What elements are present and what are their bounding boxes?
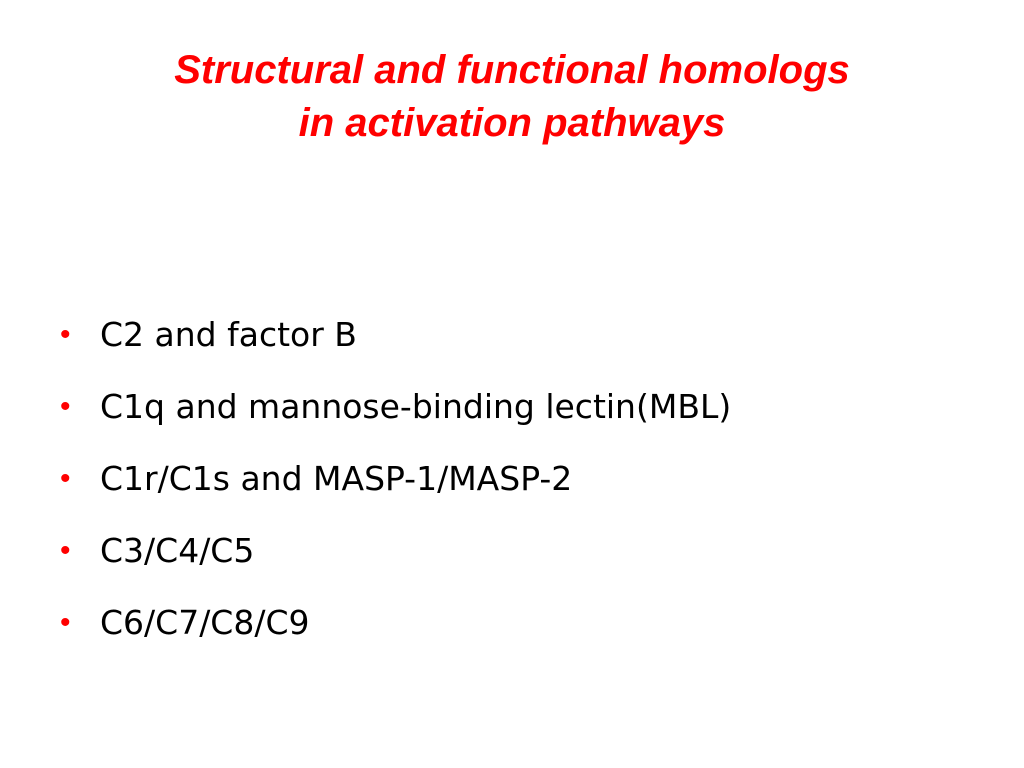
bullet-item (60, 305, 980, 377)
bullet-mark-icon: • (60, 390, 71, 423)
bullet-list (60, 305, 980, 665)
bullet-item (60, 593, 980, 665)
bullet-text: C1r/C1s and MASP-1/MASP-2 (100, 459, 573, 498)
bullet-item (60, 449, 980, 521)
bullet-mark-icon: • (60, 462, 71, 495)
bullet-mark-icon: • (60, 318, 71, 351)
title-line-2: in activation pathways (298, 101, 726, 145)
title-line-1: Structural and functional homologs (174, 48, 850, 92)
bullet-text: C6/C7/C8/C9 (100, 603, 310, 642)
bullet-text: C1q and mannose-binding lectin(MBL) (100, 387, 732, 426)
bullet-item (60, 521, 980, 593)
bullet-item (60, 377, 980, 449)
bullet-text: C2 and factor B (100, 315, 357, 354)
bullet-mark-icon: • (60, 606, 71, 639)
slide-title (40, 44, 984, 150)
bullet-text: C3/C4/C5 (100, 531, 255, 570)
bullet-mark-icon: • (60, 534, 71, 567)
